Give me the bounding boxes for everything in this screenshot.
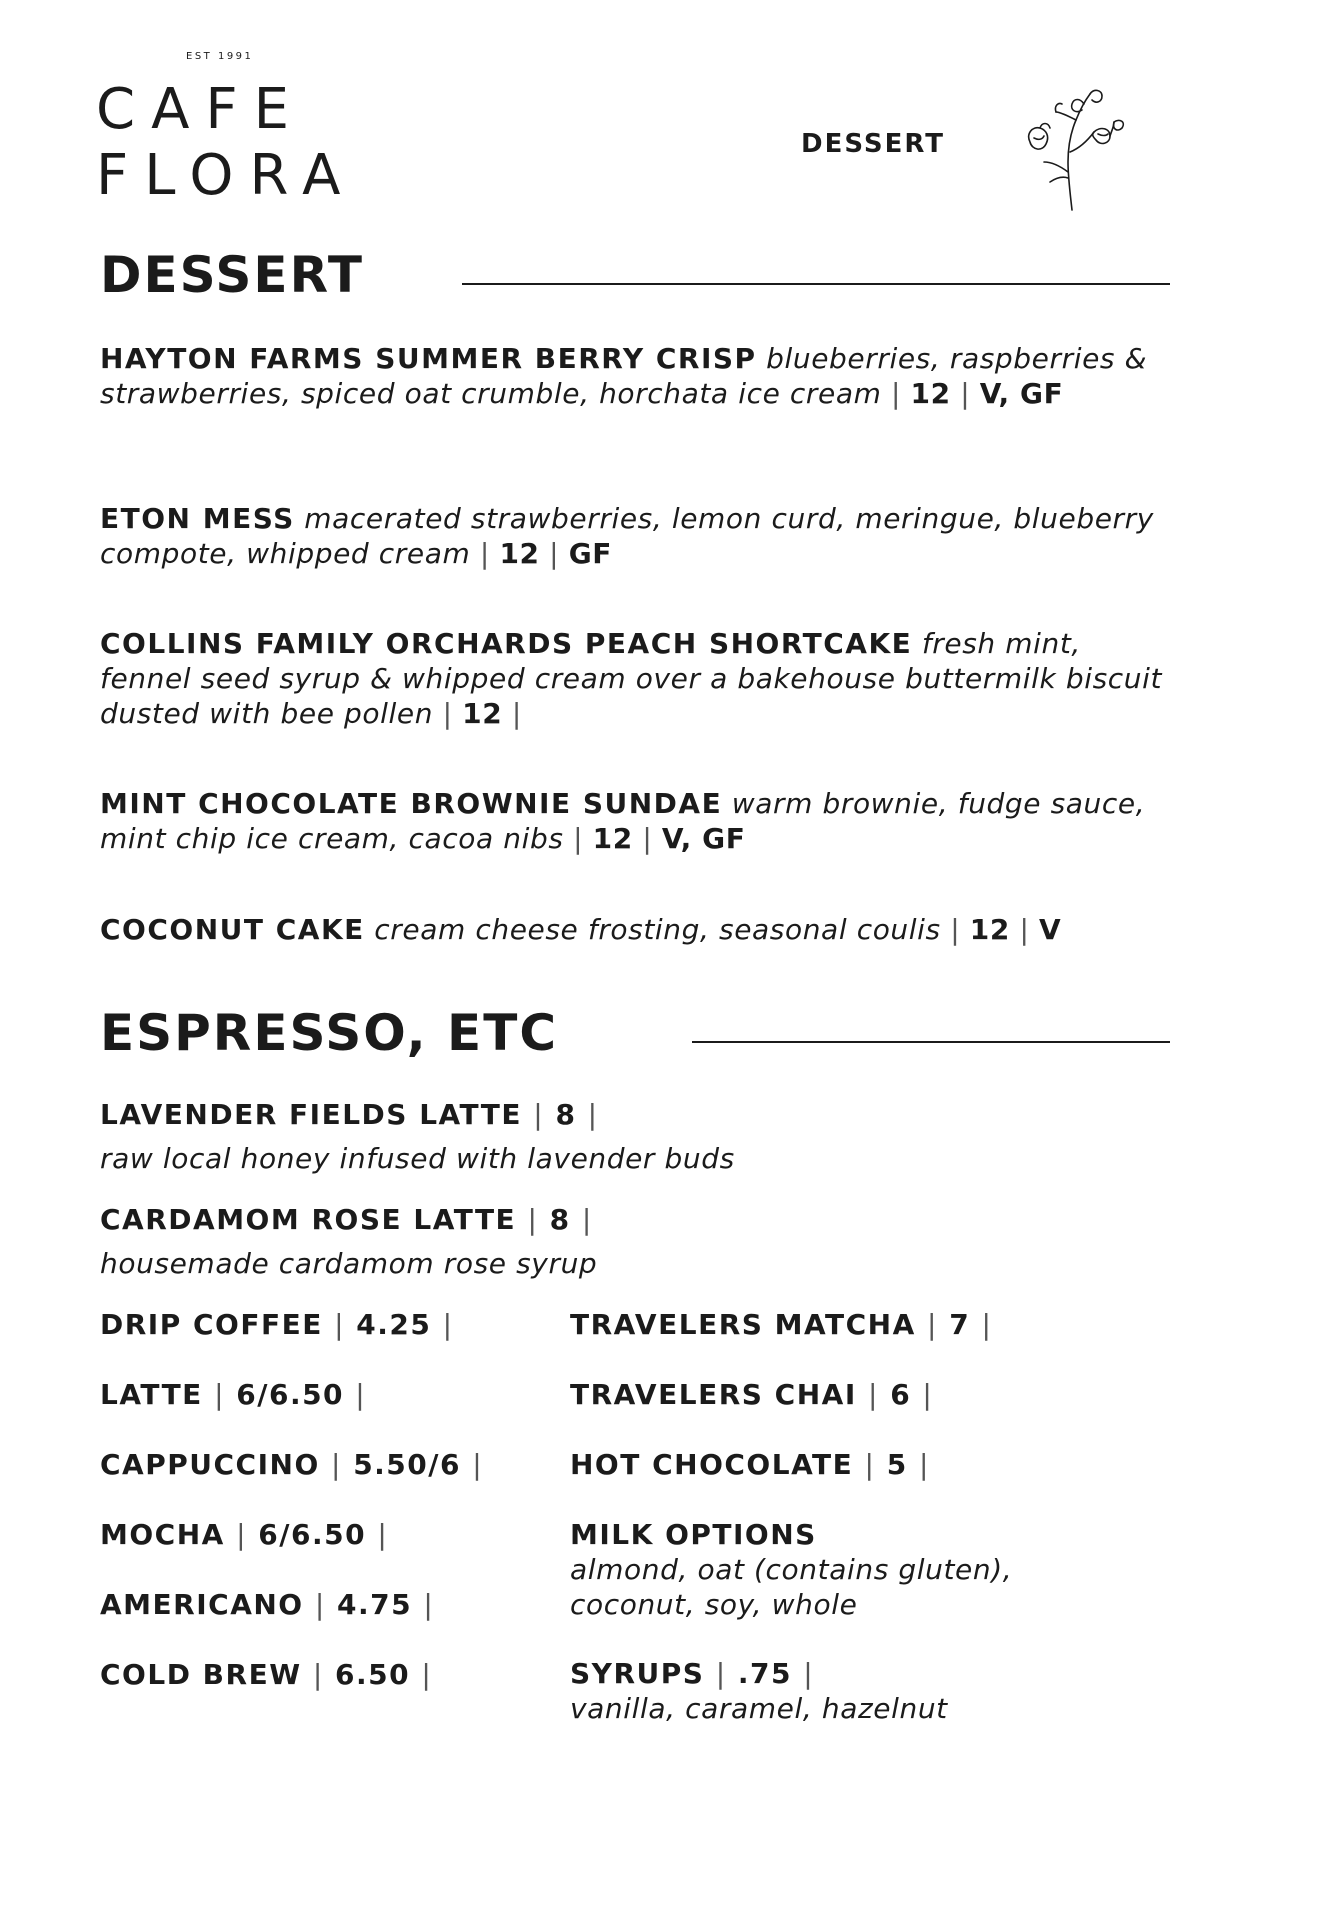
- section-divider: [462, 283, 1170, 285]
- item-price: 12: [969, 913, 1010, 946]
- drink-description: raw local honey infused with lavender buds: [100, 1142, 735, 1175]
- drink-name: COLD BREW: [100, 1658, 302, 1691]
- dessert-section-title: DESSERT: [100, 246, 364, 304]
- espresso-section-title: ESPRESSO, ETC: [100, 1004, 559, 1062]
- drink-price: .75: [737, 1657, 792, 1690]
- drink-name: DRIP COFFEE: [100, 1308, 323, 1341]
- header-section-label: DESSERT: [801, 129, 945, 159]
- item-name: COCONUT CAKE: [100, 913, 365, 946]
- item-tags: V, GF: [661, 822, 746, 855]
- drink-item: AMERICANO | 4.75 |: [100, 1588, 435, 1621]
- drink-item: HOT CHOCOLATE | 5 |: [570, 1448, 930, 1481]
- drink-name: LAVENDER FIELDS LATTE: [100, 1098, 522, 1131]
- milk-options-description: coconut, soy, whole: [570, 1588, 858, 1621]
- item-price: 12: [592, 822, 633, 855]
- item-description: cream cheese frosting, seasonal coulis: [374, 913, 941, 946]
- drink-price: 7: [949, 1308, 971, 1341]
- syrups-description: vanilla, caramel, hazelnut: [570, 1692, 948, 1725]
- dessert-item: ETON MESS macerated strawberries, lemon curd, meringue, blueberry compote, whipped cream | 12 | GF: [100, 502, 1154, 570]
- dessert-item: HAYTON FARMS SUMMER BERRY CRISP blueberries, raspberries & strawberries, spiced oat crumble, horchata ice cream | 12 | V, GF: [100, 342, 1148, 410]
- drink-name: CAPPUCCINO: [100, 1448, 320, 1481]
- drink-price: 8: [555, 1098, 577, 1131]
- drink-name: LATTE: [100, 1378, 203, 1411]
- drink-price: 8: [549, 1203, 571, 1236]
- drink-price: 5: [886, 1448, 908, 1481]
- item-tags: GF: [568, 537, 612, 570]
- item-tags: V, GF: [979, 377, 1064, 410]
- item-price: 12: [910, 377, 951, 410]
- drink-item: CAPPUCCINO | 5.50/6 |: [100, 1448, 484, 1481]
- drink-price: 4.25: [356, 1308, 432, 1341]
- brand-logo: [96, 77, 356, 209]
- brand-name-line2: FLORA: [96, 143, 357, 208]
- drink-name: TRAVELERS CHAI: [570, 1378, 857, 1411]
- drink-price: 6/6.50: [258, 1518, 367, 1551]
- drink-name: AMERICANO: [100, 1588, 304, 1621]
- item-tags: V: [1039, 913, 1062, 946]
- drink-item: CARDAMOM ROSE LATTE | 8 |: [100, 1203, 593, 1236]
- item-description: blueberries, raspberries & strawberries, spiced oat crumble, horchata ice cream: [100, 342, 1148, 410]
- dessert-item: COLLINS FAMILY ORCHARDS PEACH SHORTCAKE fresh mint, fennel seed syrup & whipped cream over a bakehouse buttermilk biscuit dusted with bee pollen | 12 |: [100, 627, 1163, 730]
- dessert-item: MINT CHOCOLATE BROWNIE SUNDAE warm brownie, fudge sauce, mint chip ice cream, cacoa nibs | 12 | V, GF: [100, 787, 1146, 855]
- drink-name: TRAVELERS MATCHA: [570, 1308, 916, 1341]
- drink-item: LAVENDER FIELDS LATTE | 8 |: [100, 1098, 599, 1131]
- established-year: EST 1991: [186, 51, 254, 62]
- section-divider: [692, 1041, 1170, 1043]
- drink-item: TRAVELERS CHAI | 6 |: [570, 1378, 934, 1411]
- drink-price: 6: [890, 1378, 912, 1411]
- item-price: 12: [462, 697, 503, 730]
- brand-name-line1: CAFE: [96, 77, 306, 142]
- item-price: 12: [499, 537, 540, 570]
- drink-item: MOCHA | 6/6.50 |: [100, 1518, 389, 1551]
- drink-price: 6/6.50: [236, 1378, 345, 1411]
- flower-sprig-icon: [1010, 82, 1130, 212]
- drink-price: 6.50: [335, 1658, 411, 1691]
- item-description: fresh mint, fennel seed syrup & whipped cream over a bakehouse buttermilk biscuit dusted with bee pollen: [100, 627, 1163, 730]
- item-name: HAYTON FARMS SUMMER BERRY CRISP: [100, 342, 757, 375]
- item-description: macerated strawberries, lemon curd, meringue, blueberry compote, whipped cream: [100, 502, 1154, 570]
- drink-description: housemade cardamom rose syrup: [100, 1247, 598, 1280]
- milk-options-description: almond, oat (contains gluten),: [570, 1553, 1013, 1586]
- syrups-item: SYRUPS | .75 |: [570, 1657, 815, 1690]
- item-description: warm brownie, fudge sauce, mint chip ice cream, cacoa nibs: [100, 787, 1146, 855]
- dessert-item: COCONUT CAKE cream cheese frosting, seasonal coulis | 12 | V: [100, 913, 1062, 946]
- drink-name: SYRUPS: [570, 1657, 705, 1690]
- drink-name: CARDAMOM ROSE LATTE: [100, 1203, 517, 1236]
- drink-item: COLD BREW | 6.50 |: [100, 1658, 433, 1691]
- drink-price: 4.75: [337, 1588, 413, 1621]
- drink-name: HOT CHOCOLATE: [570, 1448, 854, 1481]
- item-name: COLLINS FAMILY ORCHARDS PEACH SHORTCAKE: [100, 627, 913, 660]
- drink-item: TRAVELERS MATCHA | 7 |: [570, 1308, 993, 1341]
- drink-name: MOCHA: [100, 1518, 225, 1551]
- milk-options-title: MILK OPTIONS: [570, 1518, 817, 1551]
- item-name: ETON MESS: [100, 502, 295, 535]
- drink-price: 5.50/6: [353, 1448, 461, 1481]
- drink-item: LATTE | 6/6.50 |: [100, 1378, 367, 1411]
- item-name: MINT CHOCOLATE BROWNIE SUNDAE: [100, 787, 723, 820]
- drink-item: DRIP COFFEE | 4.25 |: [100, 1308, 454, 1341]
